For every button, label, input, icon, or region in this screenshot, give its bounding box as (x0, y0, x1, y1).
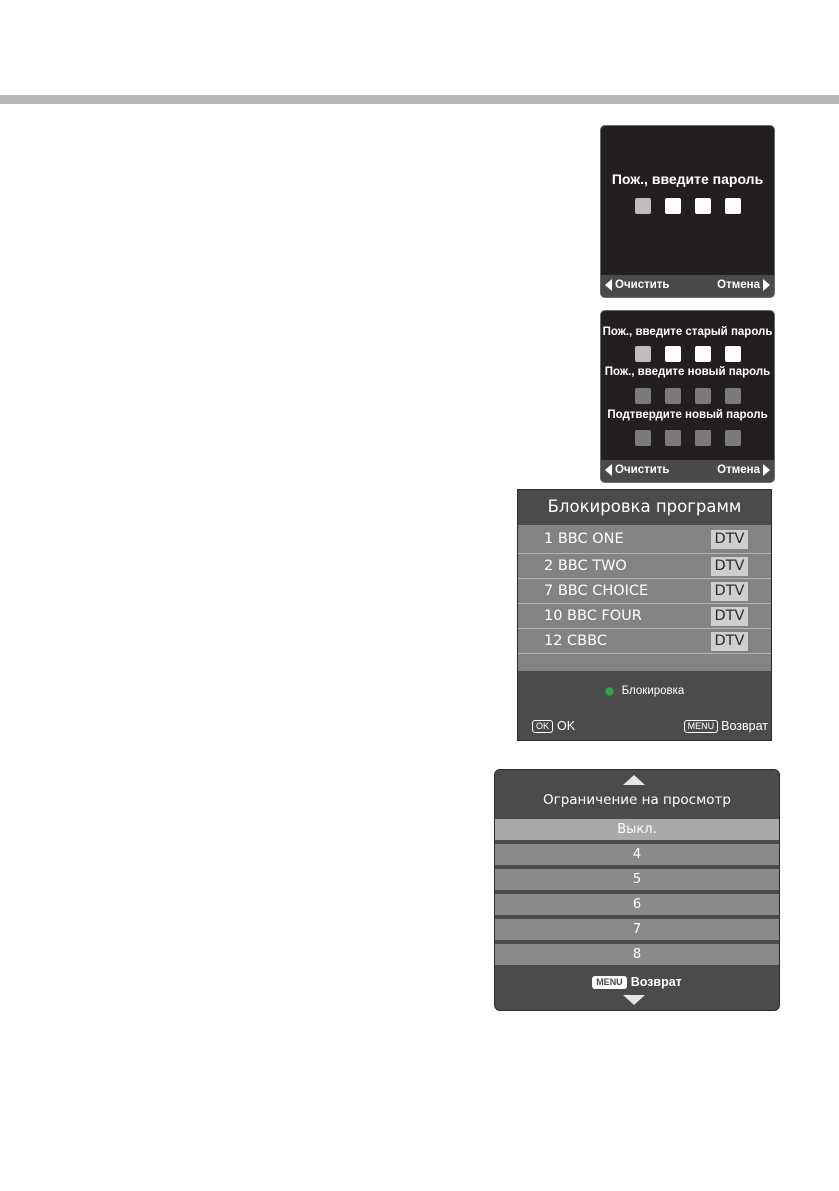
age-option[interactable]: 4 (495, 844, 779, 865)
channel-name: 2 BBC TWO (544, 558, 627, 574)
ok-key-icon: OK (532, 720, 553, 733)
channel-name: 7 BBC CHOICE (544, 583, 649, 599)
old-password-digit-4[interactable] (725, 346, 741, 362)
old-password-digit-3[interactable] (695, 346, 711, 362)
channel-row[interactable] (518, 554, 771, 579)
back-button[interactable] (684, 719, 768, 733)
program-lock-menu (517, 489, 772, 741)
new-password-digit-4[interactable] (725, 388, 741, 404)
age-option[interactable]: 6 (495, 894, 779, 915)
menu-key-icon: MENU (684, 720, 719, 733)
arrow-left-icon (605, 464, 612, 476)
channel-type-badge: DTV (711, 582, 748, 601)
password-prompt: Пож., введите пароль (611, 171, 764, 187)
channel-row[interactable] (518, 579, 771, 604)
new-password-digit-3[interactable] (695, 388, 711, 404)
arrow-right-icon (763, 464, 770, 476)
password-digit-4[interactable] (725, 198, 741, 214)
confirm-password-digit-1[interactable] (635, 430, 651, 446)
menu-title: Ограничение на просмотр (543, 792, 731, 808)
age-option[interactable]: Выкл. (495, 819, 779, 840)
age-option[interactable]: 7 (495, 919, 779, 940)
age-options-list (495, 819, 779, 969)
password-digit-1[interactable] (635, 198, 651, 214)
password-digit-2[interactable] (665, 198, 681, 214)
confirm-password-input[interactable] (601, 430, 774, 446)
cancel-button[interactable] (717, 464, 770, 476)
clear-label: Очистить (615, 279, 670, 291)
new-password-digit-2[interactable] (665, 388, 681, 404)
new-password-input[interactable] (601, 388, 774, 404)
channel-name: 1 BBC ONE (544, 531, 624, 547)
arrow-left-icon (605, 279, 612, 291)
menu-key-icon: MENU (592, 976, 627, 989)
channel-row[interactable] (518, 525, 771, 554)
new-password-digit-1[interactable] (635, 388, 651, 404)
new-password-label: Пож., введите новый пароль (604, 366, 771, 378)
password-input[interactable] (601, 198, 774, 214)
channel-type-badge: DTV (711, 530, 748, 549)
dialog-footer (601, 275, 774, 297)
dialog-footer (601, 460, 774, 482)
cancel-label: Отмена (717, 279, 760, 291)
cancel-button[interactable] (717, 279, 770, 291)
back-button[interactable] (495, 975, 779, 989)
clear-button[interactable] (605, 464, 670, 476)
header-bar (0, 95, 839, 104)
clear-label: Очистить (615, 464, 670, 476)
channel-row[interactable] (518, 604, 771, 629)
password-digit-3[interactable] (695, 198, 711, 214)
channel-type-badge: DTV (711, 557, 748, 576)
old-password-digit-1[interactable] (635, 346, 651, 362)
channel-name: 10 BBC FOUR (544, 608, 642, 624)
confirm-password-digit-4[interactable] (725, 430, 741, 446)
channel-list (518, 525, 771, 671)
channel-row[interactable] (518, 629, 771, 654)
channel-type-badge: DTV (711, 607, 748, 626)
lock-legend (518, 685, 771, 697)
confirm-password-label: Подтвердите новый пароль (607, 409, 768, 421)
age-option[interactable]: 5 (495, 869, 779, 890)
ok-button[interactable] (532, 719, 575, 733)
menu-title: Блокировка программ (518, 490, 771, 524)
channel-type-badge: DTV (711, 632, 748, 651)
arrow-right-icon (763, 279, 770, 291)
scroll-up-icon[interactable] (623, 775, 645, 785)
password-dialog (600, 125, 775, 298)
legend-label: Блокировка (621, 685, 685, 697)
back-label: Возврат (630, 975, 682, 989)
confirm-password-digit-3[interactable] (695, 430, 711, 446)
clear-button[interactable] (605, 279, 670, 291)
age-option[interactable]: 8 (495, 944, 779, 965)
back-label: Возврат (721, 719, 768, 733)
scroll-down-icon[interactable] (623, 995, 645, 1005)
old-password-digit-2[interactable] (665, 346, 681, 362)
old-password-label: Пож., введите старый пароль (602, 326, 773, 338)
viewing-restriction-menu (494, 769, 780, 1011)
ok-label: OK (557, 719, 576, 733)
cancel-label: Отмена (717, 464, 760, 476)
green-button-icon (605, 687, 614, 696)
channel-name: 12 CBBC (544, 633, 607, 649)
change-password-dialog (600, 310, 775, 483)
old-password-input[interactable] (601, 346, 774, 362)
confirm-password-digit-2[interactable] (665, 430, 681, 446)
